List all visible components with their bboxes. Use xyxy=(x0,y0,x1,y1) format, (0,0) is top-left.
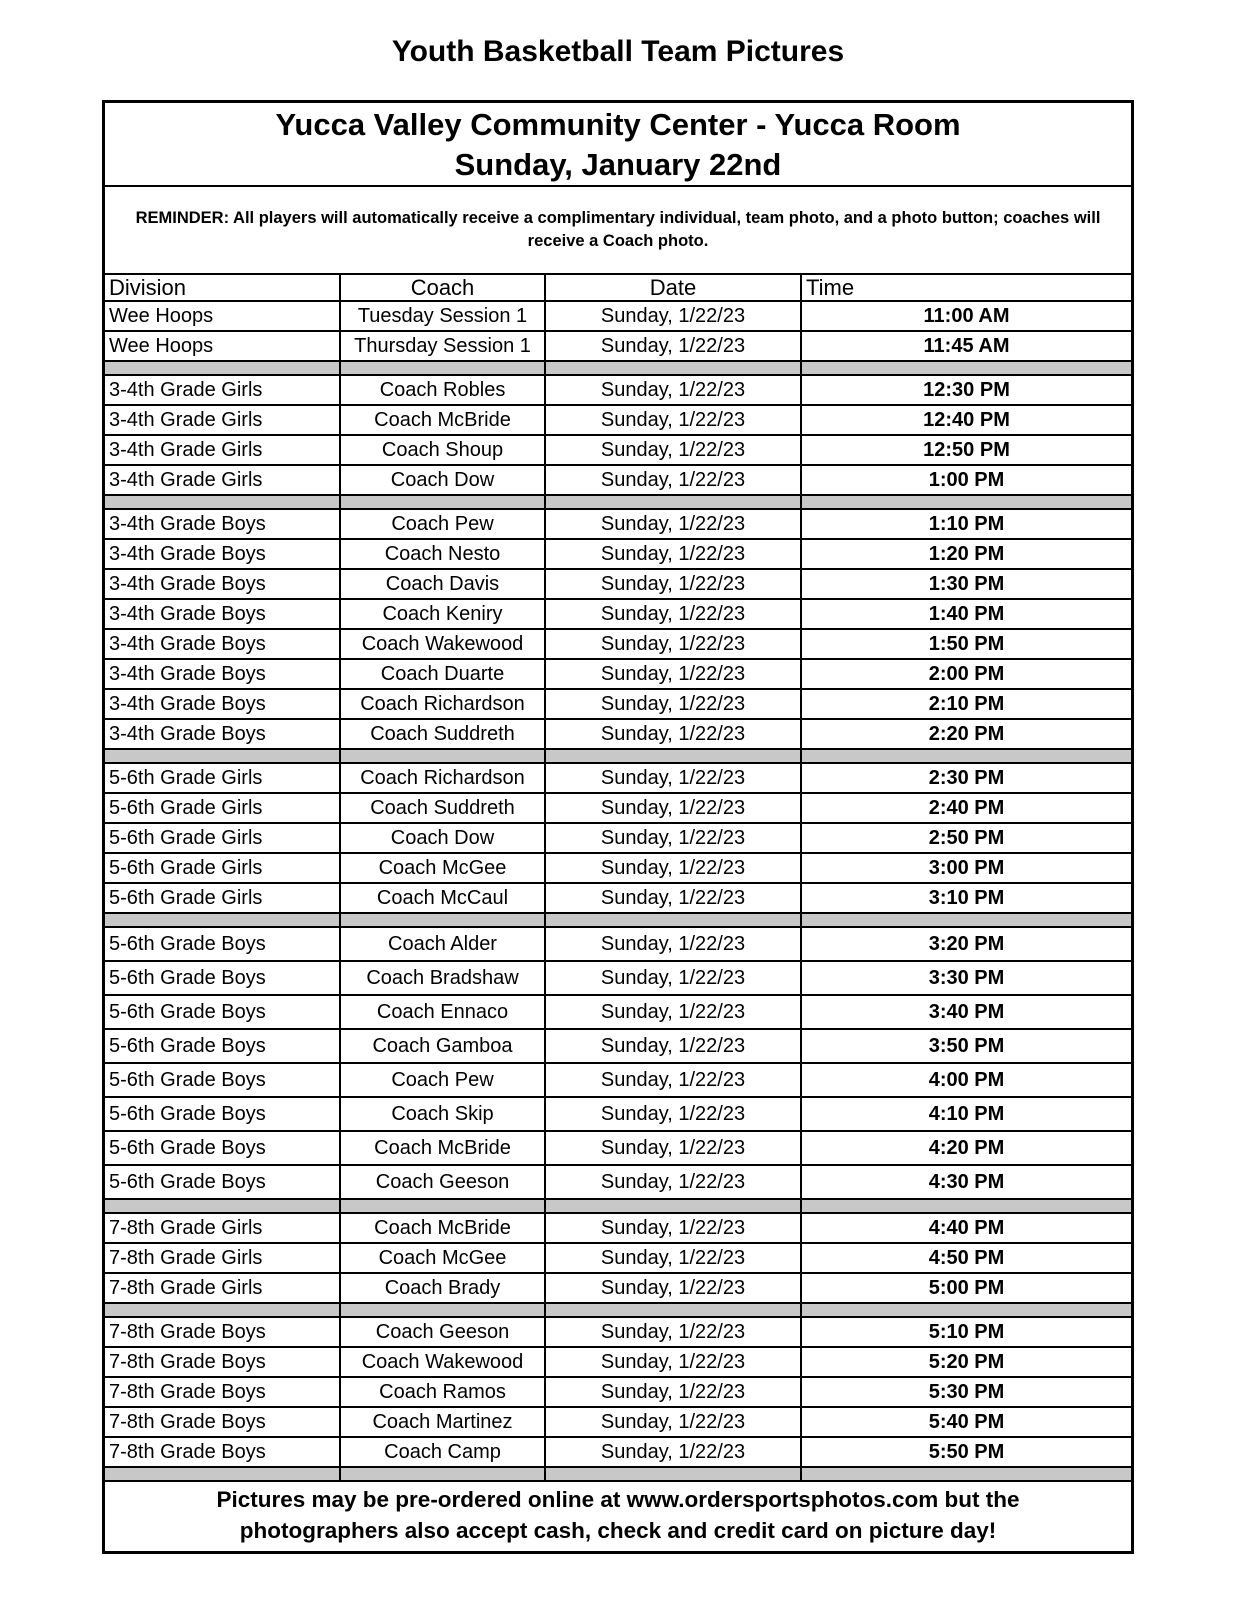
coach-cell: Coach Brady xyxy=(340,1273,545,1303)
separator-cell xyxy=(340,361,545,375)
separator-cell xyxy=(105,361,340,375)
table-row xyxy=(105,1243,1131,1273)
division-cell: 3-4th Grade Boys xyxy=(105,539,340,569)
time-cell: 5:40 PM xyxy=(801,1407,1131,1437)
time-cell: 5:10 PM xyxy=(801,1317,1131,1347)
separator-cell xyxy=(545,1303,801,1317)
time-cell: 3:20 PM xyxy=(801,927,1131,961)
coach-cell: Coach Pew xyxy=(340,509,545,539)
time-cell: 3:10 PM xyxy=(801,883,1131,913)
date-cell: Sunday, 1/22/23 xyxy=(545,1165,801,1199)
coach-cell: Coach Gamboa xyxy=(340,1029,545,1063)
table-row xyxy=(105,1165,1131,1199)
coach-cell: Coach Shoup xyxy=(340,435,545,465)
time-cell: 2:10 PM xyxy=(801,689,1131,719)
separator-cell xyxy=(545,1467,801,1481)
table-row xyxy=(105,1317,1131,1347)
date-cell: Sunday, 1/22/23 xyxy=(545,1131,801,1165)
date-cell: Sunday, 1/22/23 xyxy=(545,1347,801,1377)
separator-cell xyxy=(105,913,340,927)
time-cell: 1:30 PM xyxy=(801,569,1131,599)
time-cell: 3:00 PM xyxy=(801,853,1131,883)
table-row xyxy=(105,331,1131,361)
time-cell: 4:30 PM xyxy=(801,1165,1131,1199)
date-cell: Sunday, 1/22/23 xyxy=(545,1097,801,1131)
coach-cell: Coach Dow xyxy=(340,823,545,853)
page-title: Youth Basketball Team Pictures xyxy=(391,35,845,68)
date-cell: Sunday, 1/22/23 xyxy=(545,1437,801,1467)
coach-cell: Coach Geeson xyxy=(340,1317,545,1347)
time-cell: 1:10 PM xyxy=(801,509,1131,539)
date-cell: Sunday, 1/22/23 xyxy=(545,1273,801,1303)
separator-cell xyxy=(801,1199,1131,1213)
division-cell: 3-4th Grade Boys xyxy=(105,509,340,539)
time-cell: 5:00 PM xyxy=(801,1273,1131,1303)
time-cell: 3:30 PM xyxy=(801,961,1131,995)
footer-line-1: Pictures may be pre-ordered online at www.ordersportsphotos.com but the xyxy=(216,1487,1020,1512)
separator-cell xyxy=(801,913,1131,927)
separator-cell xyxy=(545,361,801,375)
date-cell: Sunday, 1/22/23 xyxy=(545,689,801,719)
date-cell: Sunday, 1/22/23 xyxy=(545,853,801,883)
coach-cell: Thursday Session 1 xyxy=(340,331,545,361)
table-row xyxy=(105,927,1131,961)
time-cell: 11:45 AM xyxy=(801,331,1131,361)
division-cell: 5-6th Grade Girls xyxy=(105,853,340,883)
division-cell: 3-4th Grade Boys xyxy=(105,599,340,629)
date-cell: Sunday, 1/22/23 xyxy=(545,465,801,495)
coach-cell: Coach Ramos xyxy=(340,1377,545,1407)
table-row xyxy=(105,1407,1131,1437)
time-cell: 5:30 PM xyxy=(801,1377,1131,1407)
table-row xyxy=(105,539,1131,569)
division-cell: 7-8th Grade Boys xyxy=(105,1407,340,1437)
division-cell: 7-8th Grade Girls xyxy=(105,1273,340,1303)
coach-cell: Coach McBride xyxy=(340,1131,545,1165)
division-cell: 7-8th Grade Boys xyxy=(105,1437,340,1467)
table-header-row xyxy=(105,275,1131,301)
coach-cell: Coach Suddreth xyxy=(340,793,545,823)
group-separator xyxy=(105,749,1131,763)
division-cell: 3-4th Grade Boys xyxy=(105,689,340,719)
coach-cell: Tuesday Session 1 xyxy=(340,301,545,331)
time-cell: 4:10 PM xyxy=(801,1097,1131,1131)
separator-cell xyxy=(105,749,340,763)
date-cell: Sunday, 1/22/23 xyxy=(545,927,801,961)
time-cell: 4:20 PM xyxy=(801,1131,1131,1165)
separator-cell xyxy=(105,495,340,509)
table-row xyxy=(105,599,1131,629)
time-cell: 3:40 PM xyxy=(801,995,1131,1029)
division-cell: 3-4th Grade Girls xyxy=(105,375,340,405)
time-cell: 12:30 PM xyxy=(801,375,1131,405)
coach-cell: Coach Camp xyxy=(340,1437,545,1467)
division-cell: 5-6th Grade Girls xyxy=(105,883,340,913)
date-cell: Sunday, 1/22/23 xyxy=(545,1317,801,1347)
coach-cell: Coach Suddreth xyxy=(340,719,545,749)
division-cell: 5-6th Grade Boys xyxy=(105,1063,340,1097)
table-row xyxy=(105,1213,1131,1243)
coach-cell: Coach McBride xyxy=(340,1213,545,1243)
division-cell: 3-4th Grade Boys xyxy=(105,569,340,599)
division-cell: 5-6th Grade Girls xyxy=(105,823,340,853)
coach-cell: Coach Martinez xyxy=(340,1407,545,1437)
group-separator xyxy=(105,361,1131,375)
division-cell: 7-8th Grade Girls xyxy=(105,1213,340,1243)
division-cell: 5-6th Grade Girls xyxy=(105,793,340,823)
coach-cell: Coach Robles xyxy=(340,375,545,405)
time-cell: 5:20 PM xyxy=(801,1347,1131,1377)
separator-cell xyxy=(801,361,1131,375)
table-row xyxy=(105,569,1131,599)
coach-cell: Coach McBride xyxy=(340,405,545,435)
division-cell: 5-6th Grade Boys xyxy=(105,1097,340,1131)
separator-cell xyxy=(340,495,545,509)
date-cell: Sunday, 1/22/23 xyxy=(545,301,801,331)
separator-cell xyxy=(545,1199,801,1213)
division-cell: 3-4th Grade Boys xyxy=(105,629,340,659)
date-cell: Sunday, 1/22/23 xyxy=(545,629,801,659)
time-cell: 3:50 PM xyxy=(801,1029,1131,1063)
time-cell: 2:30 PM xyxy=(801,763,1131,793)
separator-cell xyxy=(801,1467,1131,1481)
separator-cell xyxy=(105,1199,340,1213)
column-header-division: Division xyxy=(105,275,340,301)
division-cell: Wee Hoops xyxy=(105,331,340,361)
table-row xyxy=(105,1131,1131,1165)
division-cell: 7-8th Grade Boys xyxy=(105,1317,340,1347)
schedule-table xyxy=(105,275,1131,1482)
time-cell: 1:50 PM xyxy=(801,629,1131,659)
venue-name: Yucca Valley Community Center - Yucca Room xyxy=(275,107,961,142)
division-cell: 5-6th Grade Boys xyxy=(105,995,340,1029)
date-cell: Sunday, 1/22/23 xyxy=(545,435,801,465)
date-cell: Sunday, 1/22/23 xyxy=(545,405,801,435)
time-cell: 5:50 PM xyxy=(801,1437,1131,1467)
reminder-note: REMINDER: All players will automatically receive a complimentary individual, team photo, and a photo button; coaches will receive a Coach photo. xyxy=(105,187,1131,275)
separator-cell xyxy=(340,1199,545,1213)
table-row xyxy=(105,1347,1131,1377)
division-cell: 7-8th Grade Boys xyxy=(105,1377,340,1407)
group-separator xyxy=(105,1467,1131,1481)
event-date: Sunday, January 22nd xyxy=(454,147,782,182)
time-cell: 4:50 PM xyxy=(801,1243,1131,1273)
separator-cell xyxy=(801,495,1131,509)
group-separator xyxy=(105,1303,1131,1317)
table-row xyxy=(105,301,1131,331)
date-cell: Sunday, 1/22/23 xyxy=(545,1407,801,1437)
coach-cell: Coach Davis xyxy=(340,569,545,599)
table-row xyxy=(105,509,1131,539)
date-cell: Sunday, 1/22/23 xyxy=(545,509,801,539)
date-cell: Sunday, 1/22/23 xyxy=(545,883,801,913)
date-cell: Sunday, 1/22/23 xyxy=(545,599,801,629)
table-row xyxy=(105,961,1131,995)
division-cell: 7-8th Grade Girls xyxy=(105,1243,340,1273)
table-row xyxy=(105,1273,1131,1303)
time-cell: 1:20 PM xyxy=(801,539,1131,569)
date-cell: Sunday, 1/22/23 xyxy=(545,1243,801,1273)
date-cell: Sunday, 1/22/23 xyxy=(545,1063,801,1097)
group-separator xyxy=(105,495,1131,509)
separator-cell xyxy=(801,749,1131,763)
separator-cell xyxy=(545,749,801,763)
time-cell: 1:40 PM xyxy=(801,599,1131,629)
separator-cell xyxy=(340,913,545,927)
separator-cell xyxy=(545,913,801,927)
division-cell: 5-6th Grade Boys xyxy=(105,1131,340,1165)
separator-cell xyxy=(801,1303,1131,1317)
group-separator xyxy=(105,1199,1131,1213)
time-cell: 4:40 PM xyxy=(801,1213,1131,1243)
table-row xyxy=(105,719,1131,749)
division-cell: 5-6th Grade Boys xyxy=(105,1029,340,1063)
coach-cell: Coach Pew xyxy=(340,1063,545,1097)
table-row xyxy=(105,995,1131,1029)
separator-cell xyxy=(340,749,545,763)
coach-cell: Coach Wakewood xyxy=(340,629,545,659)
date-cell: Sunday, 1/22/23 xyxy=(545,719,801,749)
coach-cell: Coach McGee xyxy=(340,853,545,883)
schedule-body xyxy=(105,301,1131,1481)
coach-cell: Coach Richardson xyxy=(340,689,545,719)
table-row xyxy=(105,689,1131,719)
footer-note xyxy=(105,1482,1131,1546)
date-cell: Sunday, 1/22/23 xyxy=(545,659,801,689)
coach-cell: Coach Skip xyxy=(340,1097,545,1131)
coach-cell: Coach Wakewood xyxy=(340,1347,545,1377)
separator-cell xyxy=(105,1303,340,1317)
separator-cell xyxy=(105,1467,340,1481)
table-row xyxy=(105,465,1131,495)
division-cell: 7-8th Grade Boys xyxy=(105,1347,340,1377)
time-cell: 2:00 PM xyxy=(801,659,1131,689)
division-cell: 3-4th Grade Girls xyxy=(105,435,340,465)
date-cell: Sunday, 1/22/23 xyxy=(545,375,801,405)
coach-cell: Coach Geeson xyxy=(340,1165,545,1199)
time-cell: 11:00 AM xyxy=(801,301,1131,331)
division-cell: 5-6th Grade Boys xyxy=(105,961,340,995)
date-cell: Sunday, 1/22/23 xyxy=(545,763,801,793)
column-header-date: Date xyxy=(545,275,801,301)
footer-line-2: photographers also accept cash, check and credit card on picture day! xyxy=(239,1518,997,1543)
table-row xyxy=(105,763,1131,793)
table-row xyxy=(105,375,1131,405)
date-cell: Sunday, 1/22/23 xyxy=(545,331,801,361)
time-cell: 2:40 PM xyxy=(801,793,1131,823)
table-row xyxy=(105,405,1131,435)
division-cell: 3-4th Grade Boys xyxy=(105,719,340,749)
venue-header xyxy=(105,103,1131,187)
table-row xyxy=(105,853,1131,883)
date-cell: Sunday, 1/22/23 xyxy=(545,1377,801,1407)
table-row xyxy=(105,1029,1131,1063)
table-row xyxy=(105,793,1131,823)
date-cell: Sunday, 1/22/23 xyxy=(545,1029,801,1063)
coach-cell: Coach Nesto xyxy=(340,539,545,569)
division-cell: 3-4th Grade Boys xyxy=(105,659,340,689)
time-cell: 12:50 PM xyxy=(801,435,1131,465)
coach-cell: Coach McCaul xyxy=(340,883,545,913)
time-cell: 2:20 PM xyxy=(801,719,1131,749)
time-cell: 1:00 PM xyxy=(801,465,1131,495)
date-cell: Sunday, 1/22/23 xyxy=(545,1213,801,1243)
date-cell: Sunday, 1/22/23 xyxy=(545,539,801,569)
table-row xyxy=(105,883,1131,913)
table-row xyxy=(105,1377,1131,1407)
coach-cell: Coach Bradshaw xyxy=(340,961,545,995)
separator-cell xyxy=(340,1467,545,1481)
table-row xyxy=(105,1437,1131,1467)
time-cell: 2:50 PM xyxy=(801,823,1131,853)
date-cell: Sunday, 1/22/23 xyxy=(545,793,801,823)
division-cell: 3-4th Grade Girls xyxy=(105,465,340,495)
coach-cell: Coach Richardson xyxy=(340,763,545,793)
column-header-coach: Coach xyxy=(340,275,545,301)
time-cell: 12:40 PM xyxy=(801,405,1131,435)
division-cell: 3-4th Grade Girls xyxy=(105,405,340,435)
date-cell: Sunday, 1/22/23 xyxy=(545,823,801,853)
column-header-time: Time xyxy=(801,275,1131,301)
division-cell: 5-6th Grade Boys xyxy=(105,927,340,961)
coach-cell: Coach McGee xyxy=(340,1243,545,1273)
coach-cell: Coach Dow xyxy=(340,465,545,495)
date-cell: Sunday, 1/22/23 xyxy=(545,569,801,599)
separator-cell xyxy=(545,495,801,509)
table-row xyxy=(105,823,1131,853)
separator-cell xyxy=(340,1303,545,1317)
coach-cell: Coach Keniry xyxy=(340,599,545,629)
schedule-box xyxy=(102,100,1134,1554)
group-separator xyxy=(105,913,1131,927)
division-cell: 5-6th Grade Girls xyxy=(105,763,340,793)
table-row xyxy=(105,1097,1131,1131)
division-cell: Wee Hoops xyxy=(105,301,340,331)
table-row xyxy=(105,1063,1131,1097)
coach-cell: Coach Alder xyxy=(340,927,545,961)
date-cell: Sunday, 1/22/23 xyxy=(545,961,801,995)
table-row xyxy=(105,435,1131,465)
coach-cell: Coach Duarte xyxy=(340,659,545,689)
coach-cell: Coach Ennaco xyxy=(340,995,545,1029)
table-row xyxy=(105,659,1131,689)
table-row xyxy=(105,629,1131,659)
date-cell: Sunday, 1/22/23 xyxy=(545,995,801,1029)
division-cell: 5-6th Grade Boys xyxy=(105,1165,340,1199)
time-cell: 4:00 PM xyxy=(801,1063,1131,1097)
